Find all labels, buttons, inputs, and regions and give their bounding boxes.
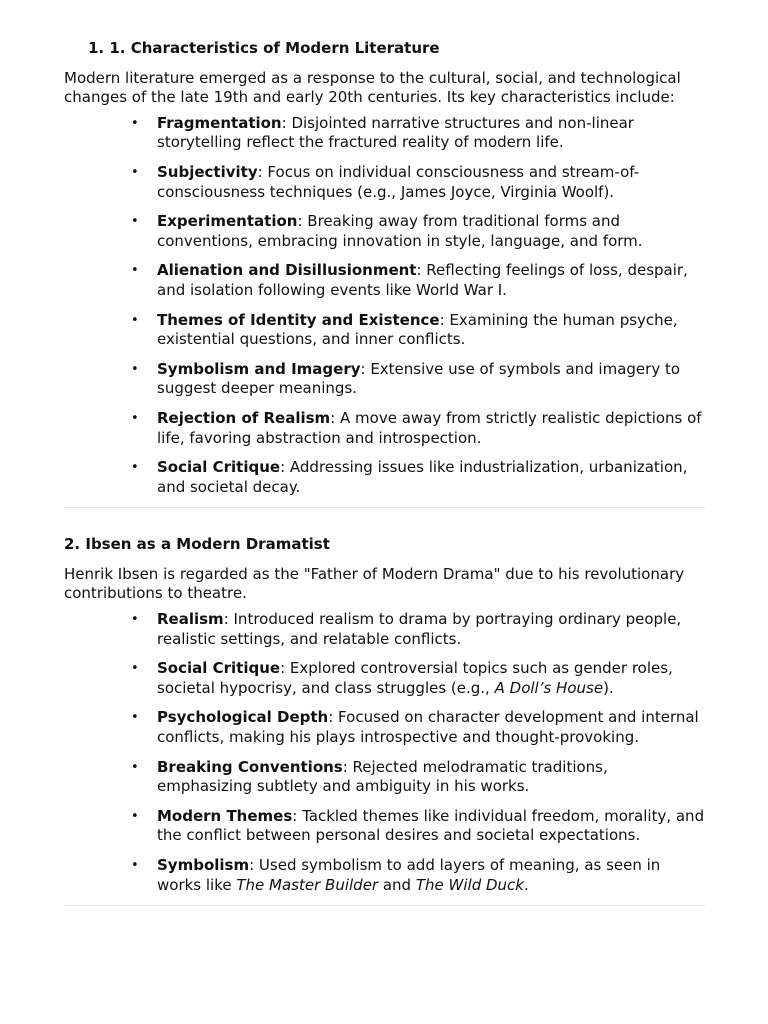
item-term: Themes of Identity and Existence	[157, 310, 440, 329]
item-text: : Extensive use of symbols and imagery to suggest deeper meanings.	[157, 359, 681, 398]
item-text: : Introduced realism to drama by portraying ordinary people, realistic settings, and relatable conflicts.	[157, 610, 682, 648]
item-text: : Rejected melodramatic traditions, emphasizing subtlety and ambiguity in his works.	[157, 757, 608, 796]
item-text: : Examining the human psyche, existential questions, and inner conflicts.	[157, 310, 678, 349]
section-intro: Modern literature emerged as a response to the cultural, social, and technological changes of the late 19th and early 20th centuries. Its key characteristics include:	[64, 68, 681, 107]
item-term: Symbolism	[157, 856, 250, 874]
item-term: Social Critique	[157, 458, 281, 477]
item-text: : Explored controversial topics such as gender roles, societal hypocrisy, and class struggles (e.g.,	[157, 659, 673, 697]
item-term: Social Critique	[157, 659, 281, 678]
list-item	[157, 610, 705, 649]
item-term: Breaking Conventions	[157, 757, 343, 776]
item-text-mid: and	[378, 875, 416, 894]
list-item	[157, 659, 705, 698]
list-item	[157, 114, 705, 153]
item-term: Subjectivity	[157, 162, 258, 181]
item-term: Realism	[157, 610, 224, 629]
ibsen-contributions-list	[64, 610, 705, 895]
item-term: Rejection of Realism	[157, 408, 331, 427]
item-text: : A move away from strictly realistic depictions of life, favoring abstraction and introspection.	[157, 408, 702, 447]
heading-list-number: 1.	[88, 39, 105, 57]
list-item	[157, 458, 705, 497]
item-term: Symbolism and Imagery	[157, 359, 361, 378]
section-heading: 2. Ibsen as a Modern Dramatist	[64, 535, 330, 554]
list-item	[157, 409, 705, 448]
list-item	[157, 708, 705, 747]
item-text: : Focused on character development and internal conflicts, making his plays introspective and thought-provoking.	[157, 708, 699, 747]
list-item	[157, 212, 705, 251]
item-term: Experimentation	[157, 212, 298, 231]
section-ibsen	[64, 535, 705, 906]
item-text: : Used symbolism to add layers of meaning, as seen in works like	[157, 856, 661, 894]
item-text: : Breaking away from traditional forms and conventions, embracing innovation in style, language, and form.	[157, 212, 643, 250]
item-term: Alienation and Disillusionment	[157, 261, 417, 280]
list-item	[157, 807, 705, 846]
item-term: Modern Themes	[157, 806, 293, 825]
item-term: Psychological Depth	[157, 708, 329, 727]
list-item	[157, 856, 705, 895]
item-text-tail: ).	[603, 678, 614, 697]
characteristics-list	[64, 114, 705, 498]
item-text: : Disjointed narrative structures and non-linear storytelling reflect the fractured reality of modern life.	[157, 113, 634, 152]
list-item	[157, 360, 705, 399]
list-item	[157, 163, 705, 202]
work-title: The Wild Duck	[415, 875, 524, 894]
item-text: : Addressing issues like industrialization, urbanization, and societal decay.	[157, 458, 688, 496]
work-title: The Master Builder	[236, 875, 379, 894]
work-title: A Doll’s House	[494, 678, 604, 697]
section-divider	[64, 507, 705, 508]
section-intro: Henrik Ibsen is regarded as the "Father of Modern Drama" due to his revolutionary contributions to theatre.	[64, 564, 685, 603]
section-divider	[64, 905, 705, 906]
item-text: : Reflecting feelings of loss, despair, and isolation following events like World War I.	[157, 261, 688, 299]
list-item	[157, 758, 705, 797]
list-item	[157, 261, 705, 300]
section-heading	[64, 39, 705, 59]
item-text: : Tackled themes like individual freedom, morality, and the conflict between personal desires and societal expectations.	[157, 806, 705, 845]
section-modern-literature	[64, 39, 705, 508]
item-term: Fragmentation	[157, 113, 282, 132]
heading-text: 1. Characteristics of Modern Literature	[109, 39, 440, 57]
list-item	[157, 311, 705, 350]
item-text: : Focus on individual consciousness and stream-of-consciousness techniques (e.g., James Joyce, Virginia Woolf).	[157, 162, 640, 201]
item-text-tail: .	[523, 875, 529, 894]
